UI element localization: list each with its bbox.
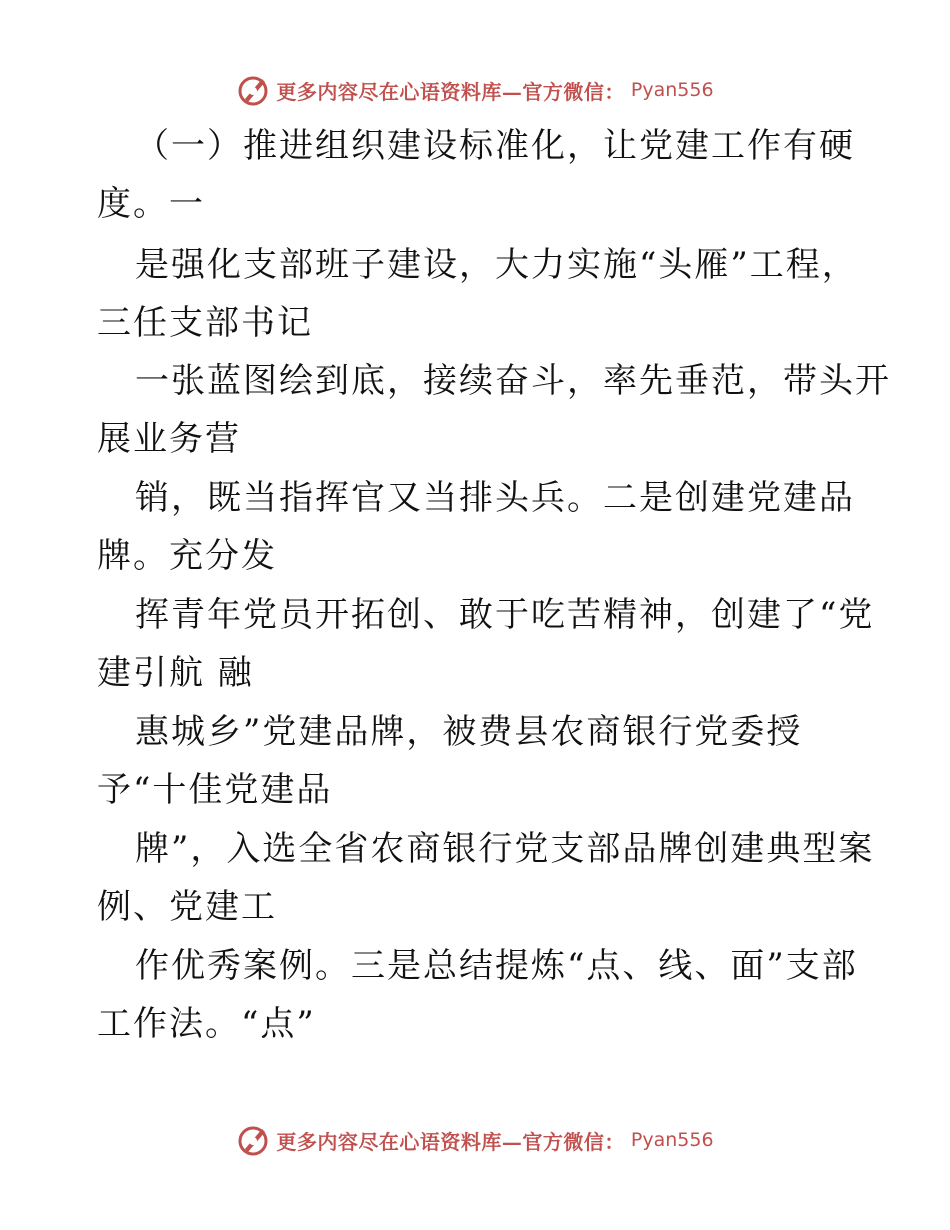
- footer-banner: [0, 1120, 950, 1160]
- header-banner-contact: Pyan556: [630, 79, 714, 101]
- text-line-12: 予“十佳党建品: [97, 770, 333, 810]
- footer-banner-text: 更多内容尽在心语资料库—官方微信：: [276, 1129, 625, 1154]
- text-line-2: 度。一: [97, 184, 205, 224]
- text-line-15: 作优秀案例。三是总结提炼“点、线、面”支部: [135, 946, 858, 986]
- text-line-11: 惠城乡”党建品牌，被费县农商银行党委授: [135, 712, 803, 752]
- footer-banner-contact: Pyan556: [630, 1129, 714, 1151]
- text-line-1: （一）推进组织建设标准化，让党建工作有硬: [135, 126, 855, 166]
- text-line-5: 一张蓝图绘到底，接续奋斗，率先垂范，带头开: [135, 361, 891, 401]
- text-line-8: 牌。充分发: [97, 536, 277, 576]
- text-line-9: 挥青年党员开拓创、敢于吃苦精神，创建了“党: [135, 595, 875, 635]
- text-line-6: 展业务营: [97, 419, 241, 459]
- text-line-7: 销，既当指挥官又当排头兵。二是创建党建品: [135, 478, 855, 518]
- text-line-14: 例、党建工: [97, 887, 277, 927]
- pen-logo-icon: [236, 73, 270, 107]
- header-banner-text: 更多内容尽在心语资料库—官方微信：: [276, 79, 625, 104]
- pen-logo-icon: [236, 1123, 270, 1157]
- text-line-3: 是强化支部班子建设，大力实施“头雁”工程，: [135, 245, 858, 285]
- header-banner: [0, 70, 950, 110]
- text-line-4: 三任支部书记: [97, 303, 313, 343]
- text-line-10: 建引航 融: [97, 653, 254, 693]
- text-line-16: 工作法。“点”: [97, 1004, 316, 1044]
- text-line-13: 牌”，入选全省农商银行党支部品牌创建典型案: [135, 829, 875, 869]
